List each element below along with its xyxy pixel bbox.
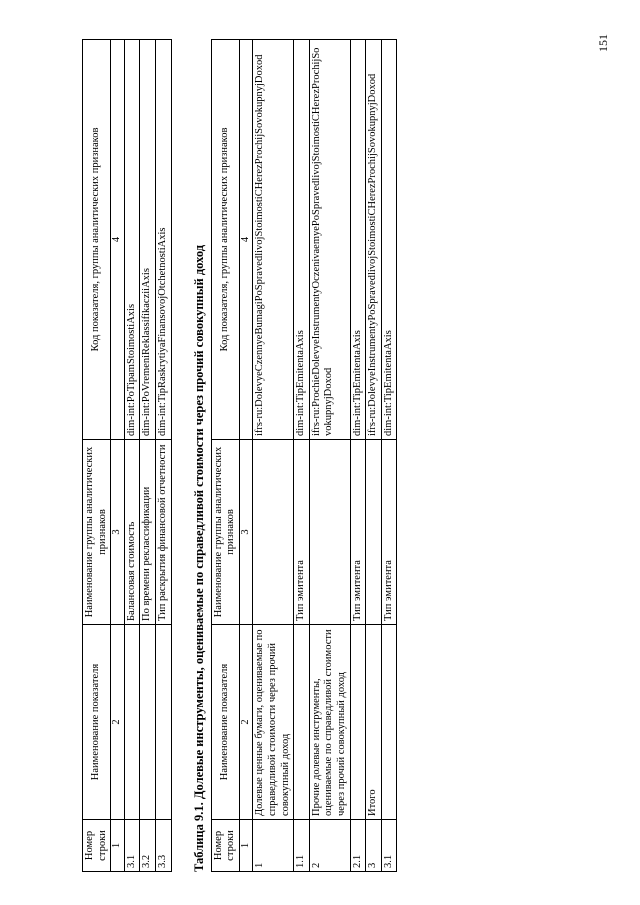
code: ifrs-ru:ProchieDolevyeInstrumentyOczenivaemyePoSpravedlivojStoimostiCHerezProchijSovokupnyjDoxod <box>309 40 350 440</box>
header-row-number: Номер строки <box>211 820 239 872</box>
code: dim-int:TipEmitentaAxis <box>381 40 397 440</box>
table-row <box>309 40 350 872</box>
group-name <box>309 440 350 625</box>
indicator-name: Прочие долевые инструменты, оцениваемые по справедливой стоимости через прочий совокупный доход <box>309 625 350 820</box>
group-name: По времени реклассификации <box>140 440 156 625</box>
row-number: 1 <box>253 820 294 872</box>
equity-instruments-table <box>211 39 398 872</box>
group-name: Тип эмитента <box>350 440 366 625</box>
table-row <box>124 40 140 872</box>
indicator-name <box>155 625 171 820</box>
indicator-name <box>350 625 366 820</box>
indicator-name <box>294 625 310 820</box>
row-number: 3.3 <box>155 820 171 872</box>
column-index: 1 <box>111 820 125 872</box>
column-index: 1 <box>239 820 253 872</box>
column-index: 2 <box>111 625 125 820</box>
code: dim-int:PoVremeniReklassifikacziiAxis <box>140 40 156 440</box>
table-row <box>253 40 294 872</box>
column-index: 2 <box>239 625 253 820</box>
indicator-name <box>124 625 140 820</box>
header-code: Код показателя, группы аналитических признаков <box>211 40 239 440</box>
table-row <box>294 40 310 872</box>
table-header-row <box>83 40 111 872</box>
header-group-name: Наименование группы аналитических признаков <box>83 440 111 625</box>
table-row <box>140 40 156 872</box>
row-number: 3 <box>366 820 382 872</box>
indicator-name: Долевые ценные бумаги, оцениваемые по справедливой стоимости через прочий совокупный доход <box>253 625 294 820</box>
row-number: 1.1 <box>294 820 310 872</box>
column-index: 4 <box>239 40 253 440</box>
table-header-row <box>211 40 239 872</box>
header-group-name: Наименование группы аналитических признаков <box>211 440 239 625</box>
group-name: Тип раскрытия финансовой отчетности <box>155 440 171 625</box>
code: dim-int:TipEmitentaAxis <box>350 40 366 440</box>
table-caption: Таблица 9.1. Долевые инструменты, оцениваемые по справедливой стоимости через прочий совокупный доход <box>191 244 206 872</box>
indicator-table-continued <box>82 39 172 872</box>
group-name: Балансовая стоимость <box>124 440 140 625</box>
group-name: Тип эмитента <box>294 440 310 625</box>
column-index: 3 <box>239 440 253 625</box>
column-index: 4 <box>111 40 125 440</box>
code: ifrs-ru:DolevyeCzennyeBumagiPoSpravedlivojStoimostiCHerezProchijSovokupnyjDoxod <box>253 40 294 440</box>
header-indicator-name: Наименование показателя <box>211 625 239 820</box>
group-name <box>253 440 294 625</box>
column-index-row <box>239 40 253 872</box>
group-name <box>366 440 382 625</box>
indicator-name <box>381 625 397 820</box>
group-name: Тип эмитента <box>381 440 397 625</box>
row-number: 2.1 <box>350 820 366 872</box>
header-row-number: Номер строки <box>83 820 111 872</box>
row-number: 3.2 <box>140 820 156 872</box>
row-number: 2 <box>309 820 350 872</box>
indicator-name <box>140 625 156 820</box>
row-number: 3.1 <box>124 820 140 872</box>
code: dim-int:TipEmitentaAxis <box>294 40 310 440</box>
header-indicator-name: Наименование показателя <box>83 625 111 820</box>
code: dim-int:TipRaskrytiyaFinansovojOtchetnostiAxis <box>155 40 171 440</box>
table-row <box>366 40 382 872</box>
indicator-name: Итого <box>366 625 382 820</box>
table-row <box>155 40 171 872</box>
header-code: Код показателя, группы аналитических признаков <box>83 40 111 440</box>
table-row <box>381 40 397 872</box>
column-index-row <box>111 40 125 872</box>
code: ifrs-ru:DolevyeInstrumentyPoSpravedlivojStoimostiCHerezProchijSovokupnyjDoxod <box>366 40 382 440</box>
table-row <box>350 40 366 872</box>
code: dim-int:PoTipamStoimostiAxis <box>124 40 140 440</box>
rotated-page-content <box>82 40 397 872</box>
page-number: 151 <box>596 34 610 52</box>
row-number: 3.1 <box>381 820 397 872</box>
column-index: 3 <box>111 440 125 625</box>
